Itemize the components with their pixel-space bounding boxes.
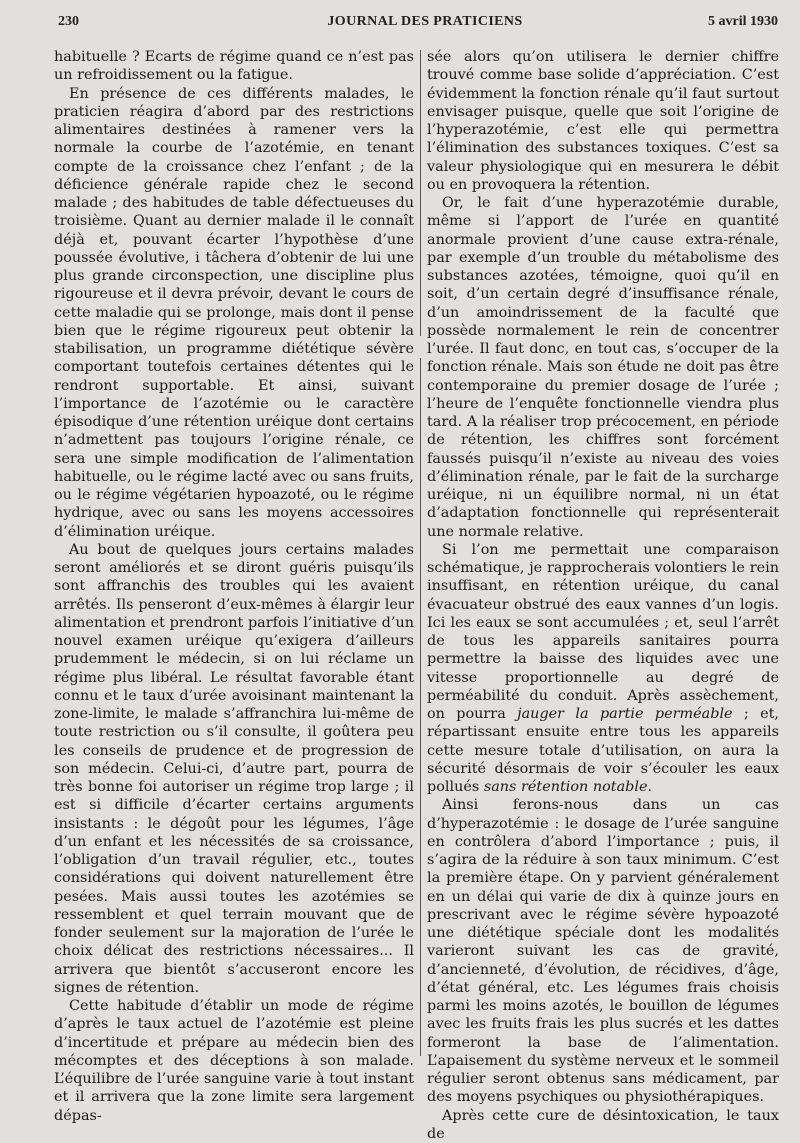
paragraph-text: ; et, répartissant ensuite entre tous les appareils cette mesure totale d’utilisation, on aura la sécurité désormais de voir s’écouler les eaux pollués bbox=[427, 706, 779, 795]
paragraph: habituelle ? Ecarts de régime quand ce n’est pas un refroidissement ou la fatigue. bbox=[54, 48, 414, 85]
column-divider bbox=[420, 50, 421, 1056]
page-header bbox=[58, 10, 792, 34]
paragraph: En présence de ces différents malades, le praticien réagira d’abord par des restrictions alimentaires destinées à ramener vers la normale la courbe de l’azotémie, en tenant compte de la croissance chez l’enfant ; de la déficience générale rapide chez le second malade ; des habitudes de table défectueuses du troisième. Quant au dernier malade il le connaît déjà et, pouvant écarter l’hypothèse d’une poussée évolutive, i tâchera d’obtenir de lui une plus grande circonspection, une discipline plus rigoureuse et il devra prévoir, devant le cours de cette maladie qui se prolonge, mais dont il pense bien que le régime rigoureux peut obtenir la stabilisation, un programme diététique sévère comportant toutefois certaines détentes qui le rendront supportable. Et ainsi, suivant l’importance de l’azotémie ou le caractère épisodique d’une rétention uréique dont certains n’admettent pas toujours l’origine rénale, ce sera une simple modification de l’alimentation habituelle, ou le régime lacté avec ou sans fruits, ou le régime végétarien hypoazoté, ou le régime hydrique, avec ou sans les moyens accessoires d’élimination uréique. bbox=[54, 85, 414, 541]
paragraph-text: Si l’on me permettait une comparaison schématique, je rapprocherais volontiers le rein insuffisant, en rétention uréique, du canal évacuateur obstrué des eaux vannes d’un logis. Ici les eaux se sont accumulées ; et, seul l’arrêt de tous les appareils sanitaires pourra permettre la baisse des liquides avec une vitesse proportionnelle au degré de perméabilité du conduit. Après assèchement, on pourra bbox=[427, 542, 779, 722]
paragraph: Cette habitude d’établir un mode de régime d’après le taux actuel de l’azotémie est pleine d’incertitude et prépare au médecin bien des mécomptes et des déceptions à son malade. L’équilibre de l’urée sanguine varie à tout instant et il arrivera que la zone limite sera largement dépas- bbox=[54, 997, 414, 1125]
paragraph-text: . bbox=[648, 779, 653, 795]
left-column bbox=[54, 48, 414, 1060]
paragraph: Au bout de quelques jours certains malades seront améliorés et se diront guéris puisqu’ils sont affranchis des troubles qui les avaient arrêtés. Ils penseront d’eux-mêmes à élargir leur alimentation et prendront parfois l’initiative d’un nouvel examen uréique qu’exigera d’ailleurs prudemment le médecin, si on lui réclame un régime plus libéral. Le résultat favorable étant connu et le taux d’urée avoisinant maintenant la zone-limite, le malade s’affranchira lui-même de toute restriction ou s’il consulte, il goûtera peu les conseils de prudence et de progression de son médecin. Celui-ci, d’autre part, pourra de très bonne foi autoriser un régime trop large ; il est si difficile d’écarter certains arguments insistants : le dégoût pour les légumes, l’âge d’un enfant et les nécessités de sa croissance, l’obligation d’un travail régulier, etc., toutes considérations qui doivent naturellement être pesées. Mais aussi toutes les azotémies se ressemblent et quel terrain mouvant que de fonder seulement sur la majoration de l’urée le choix délicat des restrictions nécessaires... Il arrivera que bientôt s’accuseront encore les signes de rétention. bbox=[54, 541, 414, 997]
journal-title: JOURNAL DES PRATICIENS bbox=[58, 14, 792, 30]
column-divider-gap bbox=[419, 336, 422, 358]
italic-phrase: sans rétention notable bbox=[484, 779, 648, 795]
issue-date: 5 avril 1930 bbox=[708, 14, 778, 30]
paragraph: Ainsi ferons-nous dans un cas d’hyperazotémie : le dosage de l’urée sanguine en contrôlera d’abord l’importance ; puis, il s’agira de la réduire à son taux minimum. C’est la première étape. On y parvient généralement en un délai qui varie de dix à quinze jours en prescrivant avec le régime sévère hypoazoté une diététique spéciale dont les modalités varieront suivant les cas de gravité, d’ancienneté, d’évolution, de récidives, d’âge, d’état général, etc. Les légumes frais choisis parmi les moins azotés, le bouillon de légumes avec les fruits frais les plus sucrés et les dattes formeront la base de l’alimentation. L’apaisement du système nerveux et le sommeil régulier seront obtenus sans médicament, par des moyens psychiques ou physiothérapiques. bbox=[427, 796, 779, 1106]
paragraph: Or, le fait d’une hyperazotémie durable, même si l’apport de l’urée en quantité anormale provient d’une cause extra-rénale, par exemple d’un trouble du métabolisme des substances azotées, témoigne, quoi qu’il en soit, d’un certain degré d’insuffisance rénale, d’un amoindrissement de la faculté que possède normalement le rein de concentrer l’urée. Il faut donc, en tout cas, s’occuper de la fonction rénale. Mais son étude ne doit pas être contemporaine du premier dosage de l’urée ; l’heure de l’enquête fonctionnelle viendra plus tard. A la réaliser trop précocement, en période de rétention, les chiffres sont forcément faussés puisqu’il n’existe au niveau des voies d’élimination rénale, par le fait de la surcharge uréique, ni un équilibre normal, ni un état d’adaptation fonctionnelle qui représenterait une normale relative. bbox=[427, 194, 779, 541]
paragraph: Après cette cure de désintoxication, le taux de bbox=[427, 1107, 779, 1143]
italic-phrase: jauger la partie perméable bbox=[517, 706, 732, 722]
page-number: 230 bbox=[58, 14, 79, 30]
right-column bbox=[427, 48, 779, 1060]
paragraph bbox=[427, 541, 779, 797]
paragraph: sée alors qu’on utilisera le dernier chiffre trouvé comme base solide d’appréciation. C’est évidemment la fonction rénale qu’il faut surtout envisager puisque, quelle que soit l’origine de l’hyperazotémie, c’est elle qui permettra l’élimination des substances toxiques. C’est sa valeur physiologique qui en mesurera le débit ou en provoquera la rétention. bbox=[427, 48, 779, 194]
